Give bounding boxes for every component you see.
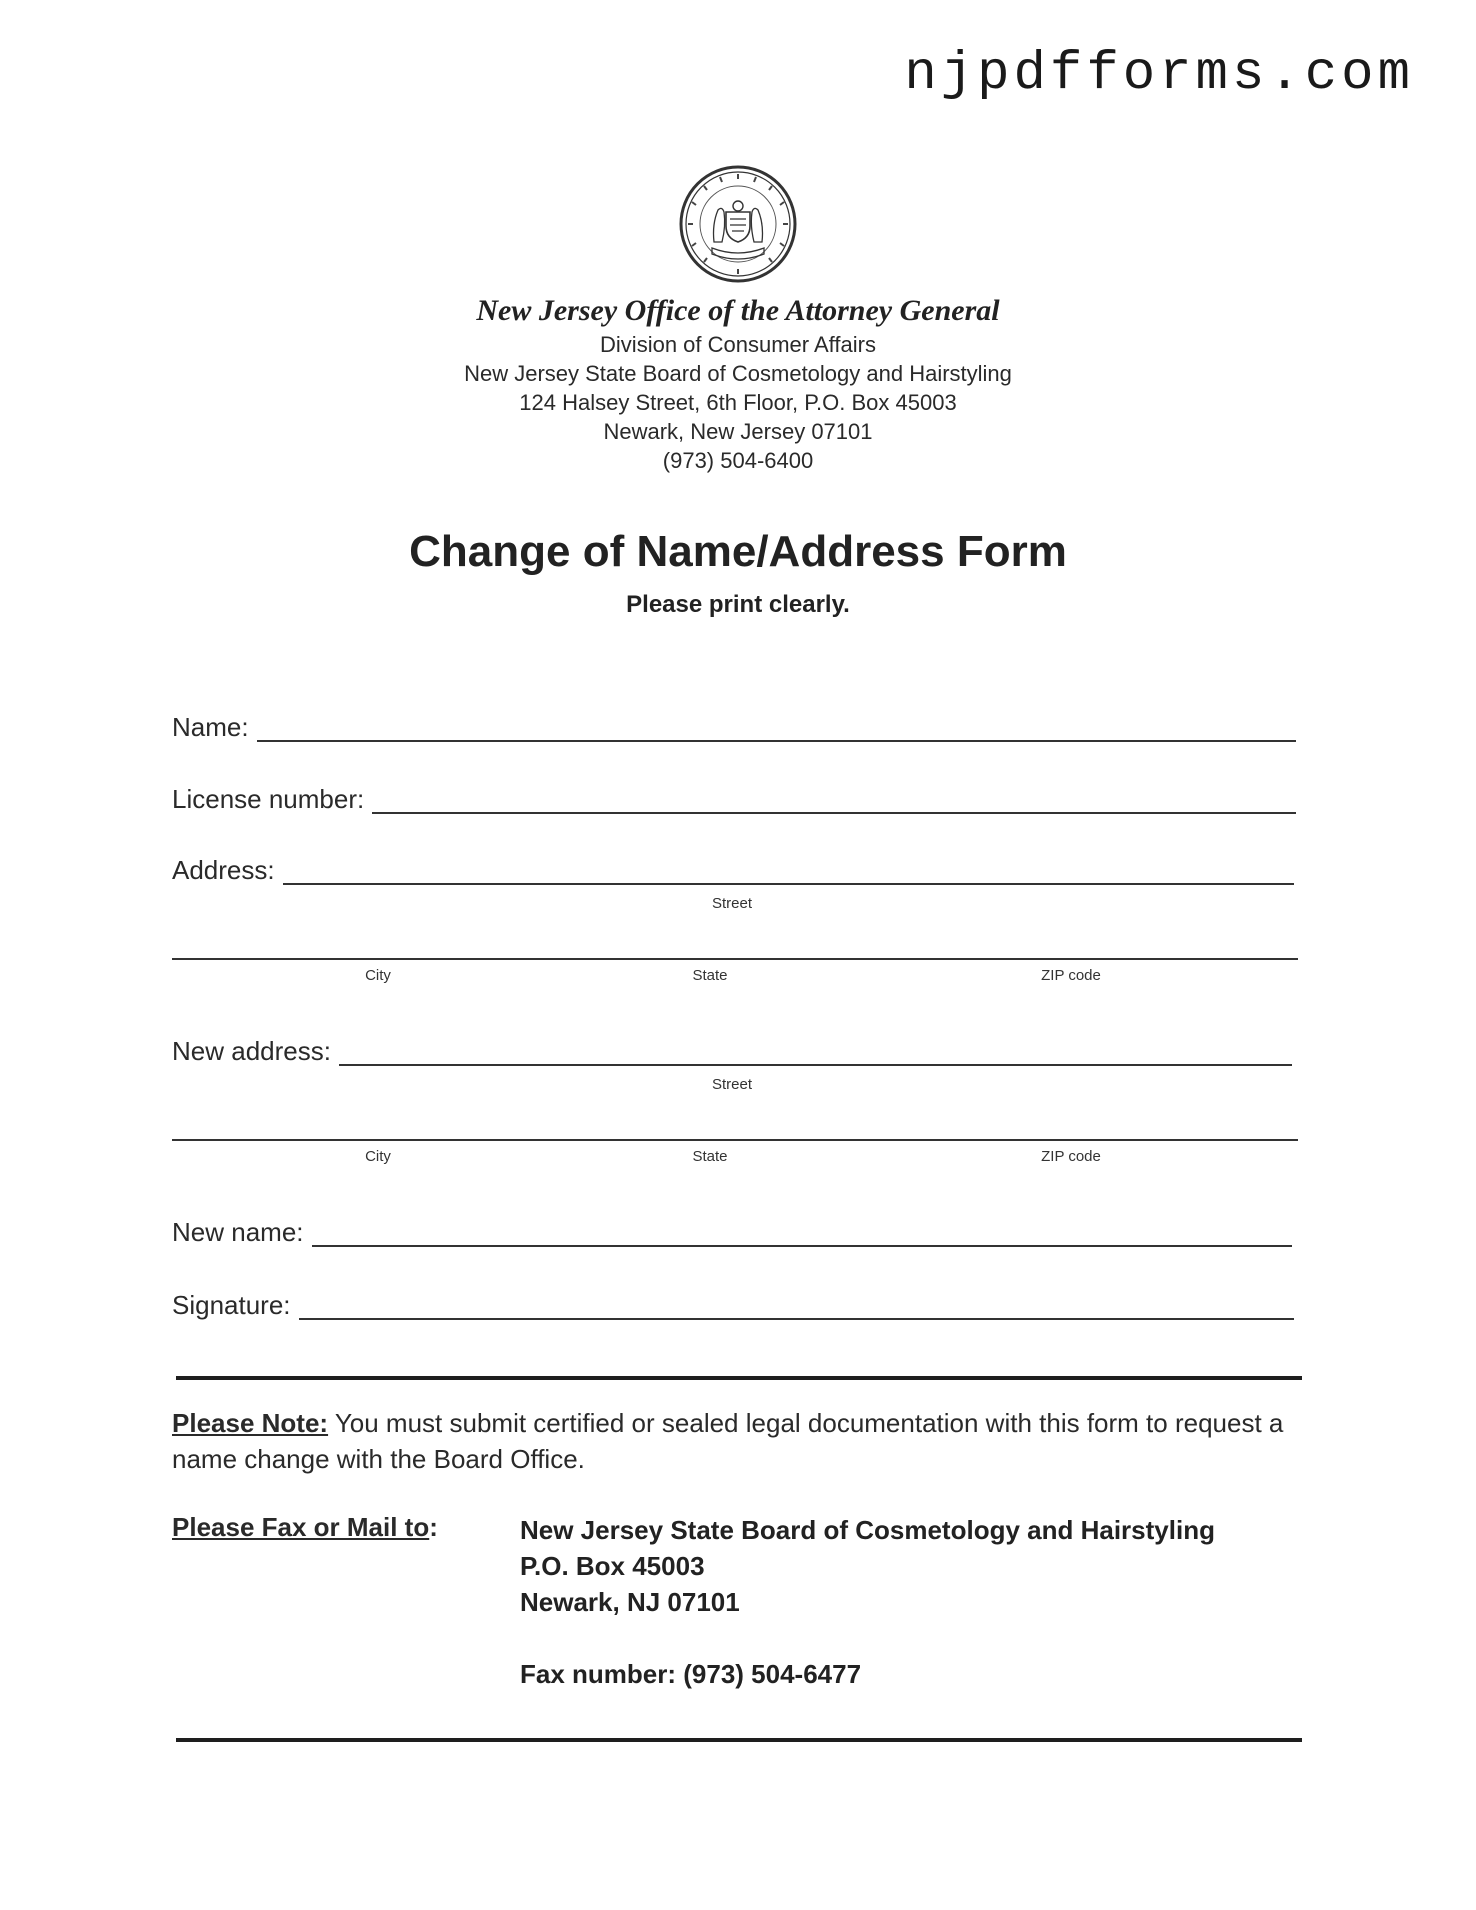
street-line: 124 Halsey Street, 6th Floor, P.O. Box 45003 <box>519 390 957 415</box>
name-field[interactable] <box>172 706 1296 742</box>
address-zip-caption: ZIP code <box>1041 967 1101 984</box>
fax-number: Fax number: (973) 504-6477 <box>520 1659 862 1689</box>
address-state-caption: State <box>692 967 728 984</box>
new-address-street-line[interactable] <box>339 1034 1292 1066</box>
new-address-zip-caption: ZIP code <box>1041 1148 1101 1165</box>
name-line[interactable] <box>257 710 1296 742</box>
mail-to-label-text: Please Fax or Mail to <box>172 1512 430 1542</box>
phone-line: (973) 504-6400 <box>662 448 814 473</box>
mail-po-box: P.O. Box 45003 <box>520 1551 705 1581</box>
watermark: njpdfforms.com <box>904 44 1414 105</box>
address-street-caption: Street <box>711 895 753 912</box>
mail-city: Newark, NJ 07101 <box>520 1587 740 1617</box>
new-name-line[interactable] <box>312 1215 1293 1247</box>
signature-field[interactable] <box>172 1284 1294 1320</box>
new-address-state-caption: State <box>692 1148 728 1165</box>
form-title: Change of Name/Address Form <box>409 527 1067 576</box>
bottom-divider <box>176 1738 1302 1742</box>
new-address-label: New address: <box>172 1036 331 1066</box>
please-note <box>172 1405 1302 1477</box>
address-city-state-zip-line[interactable] <box>172 958 1298 960</box>
new-address-field[interactable] <box>172 1030 1292 1066</box>
address-label: Address: <box>172 855 275 885</box>
agency-name: New Jersey Office of the Attorney General <box>476 294 1000 327</box>
note-label: Please Note: <box>172 1408 329 1438</box>
signature-label: Signature: <box>172 1290 291 1320</box>
section-divider <box>176 1376 1302 1380</box>
license-line[interactable] <box>372 782 1296 814</box>
note-text: You must submit certified or sealed legal documentation with this form to request a name change with the Board Office. <box>172 1408 1284 1474</box>
mail-address-block <box>520 1512 1215 1692</box>
address-city-caption: City <box>365 967 391 984</box>
license-label: License number: <box>172 784 365 814</box>
state-seal-icon <box>678 164 798 284</box>
board-line: New Jersey State Board of Cosmetology and Hairstyling <box>464 361 1012 386</box>
license-field[interactable] <box>172 778 1296 814</box>
new-address-city-state-zip-line[interactable] <box>172 1139 1298 1141</box>
letterhead <box>0 292 1476 475</box>
mail-to-label-colon: : <box>429 1512 438 1542</box>
new-name-label: New name: <box>172 1217 304 1247</box>
signature-line[interactable] <box>299 1288 1294 1320</box>
new-name-field[interactable] <box>172 1211 1292 1247</box>
form-subtitle: Please print clearly. <box>626 591 850 618</box>
address-field[interactable] <box>172 849 1294 885</box>
new-address-street-caption: Street <box>711 1076 753 1093</box>
name-label: Name: <box>172 712 249 742</box>
city-line: Newark, New Jersey 07101 <box>603 419 873 444</box>
address-street-line[interactable] <box>283 853 1294 885</box>
mail-to-label <box>172 1512 438 1543</box>
mail-board-name: New Jersey State Board of Cosmetology and Hairstyling <box>520 1515 1215 1545</box>
division-line: Division of Consumer Affairs <box>600 332 876 357</box>
new-address-city-caption: City <box>365 1148 391 1165</box>
